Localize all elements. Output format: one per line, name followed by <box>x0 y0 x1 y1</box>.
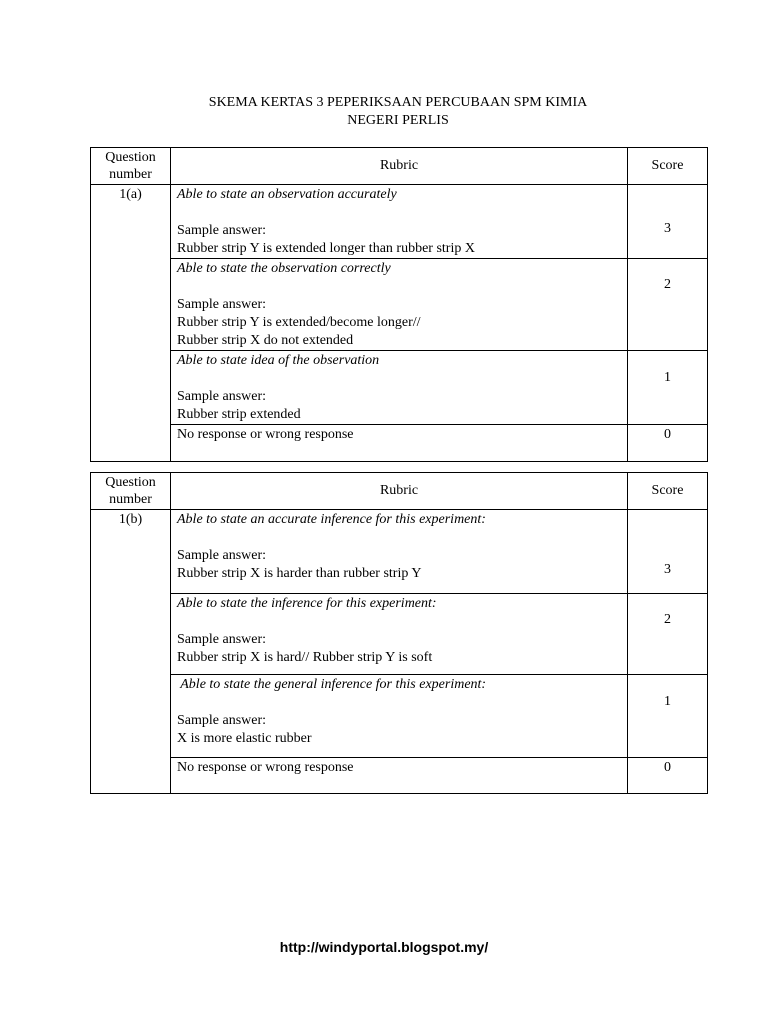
table-row <box>91 758 708 794</box>
sample-answer-line: Rubber strip X is harder than rubber strip Y <box>177 566 422 581</box>
table-row <box>91 675 708 758</box>
sample-answer-line: Rubber strip X do not extended <box>177 333 354 348</box>
score-cell <box>628 758 708 794</box>
rubric-cell <box>171 185 628 259</box>
sample-answer-line: Rubber strip Y is extended/become longer// <box>177 315 421 330</box>
criterion-text: Able to state the inference for this experiment: <box>177 596 437 611</box>
score-header: Score <box>628 473 708 510</box>
score-cell <box>628 510 708 594</box>
question-number: 1(b) <box>91 510 171 794</box>
sample-answer-line: X is more elastic rubber <box>177 731 312 746</box>
criterion-text: Able to state an observation accurately <box>177 187 397 202</box>
rubric-cell <box>171 259 628 351</box>
no-response-text: No response or wrong response <box>177 760 354 775</box>
score-cell <box>628 594 708 675</box>
criterion-text: Able to state the observation correctly <box>177 261 391 276</box>
criterion-text: Able to state the general inference for this experiment: <box>177 677 487 692</box>
title-line-1: SKEMA KERTAS 3 PEPERIKSAAN PERCUBAAN SPM KIMIA <box>208 95 588 110</box>
score-value: 3 <box>664 221 671 236</box>
score-value: 2 <box>664 277 671 292</box>
rubric-cell <box>171 594 628 675</box>
sample-answer-label: Sample answer: <box>177 389 267 404</box>
rubric-cell <box>171 351 628 425</box>
sample-answer-label: Sample answer: <box>177 548 267 563</box>
table-row <box>91 594 708 675</box>
rubric-header: Rubric <box>171 148 628 185</box>
sample-answer-label: Sample answer: <box>177 223 267 238</box>
score-header: Score <box>628 148 708 185</box>
title-line-2: NEGERI PERLIS <box>347 113 449 128</box>
rubric-cell <box>171 758 628 794</box>
score-value: 3 <box>664 562 671 577</box>
rubric-cell <box>171 510 628 594</box>
question-number-header: Question number <box>91 473 171 510</box>
table-row <box>91 185 708 259</box>
table-header-row <box>91 148 708 185</box>
no-response-text: No response or wrong response <box>177 427 354 442</box>
score-cell <box>628 259 708 351</box>
rubric-cell <box>171 425 628 462</box>
sample-answer-line: Rubber strip Y is extended longer than rubber strip X <box>177 241 475 256</box>
table-header-row <box>91 473 708 510</box>
sample-answer-label: Sample answer: <box>177 632 267 647</box>
score-value: 1 <box>664 694 671 709</box>
criterion-text: Able to state an accurate inference for this experiment: <box>177 512 486 527</box>
document-title <box>0 94 768 130</box>
sample-answer-line: Rubber strip X is hard// Rubber strip Y is soft <box>177 650 433 665</box>
score-value: 0 <box>664 760 671 775</box>
table-row <box>91 259 708 351</box>
sample-answer-label: Sample answer: <box>177 713 267 728</box>
score-value: 0 <box>664 427 671 442</box>
rubric-table-1b <box>90 472 708 794</box>
score-cell <box>628 675 708 758</box>
score-cell <box>628 185 708 259</box>
score-value: 1 <box>664 370 671 385</box>
score-cell <box>628 351 708 425</box>
sample-answer-label: Sample answer: <box>177 297 267 312</box>
table-row <box>91 510 708 594</box>
table-row <box>91 351 708 425</box>
rubric-cell <box>171 675 628 758</box>
score-cell <box>628 425 708 462</box>
score-value: 2 <box>664 612 671 627</box>
criterion-text: Able to state idea of the observation <box>177 353 380 368</box>
question-number-header: Question number <box>91 148 171 185</box>
rubric-header: Rubric <box>171 473 628 510</box>
question-number: 1(a) <box>91 185 171 462</box>
sample-answer-line: Rubber strip extended <box>177 407 301 422</box>
rubric-table-1a <box>90 147 708 462</box>
table-row <box>91 425 708 462</box>
footer-url: http://windyportal.blogspot.my/ <box>279 939 489 955</box>
